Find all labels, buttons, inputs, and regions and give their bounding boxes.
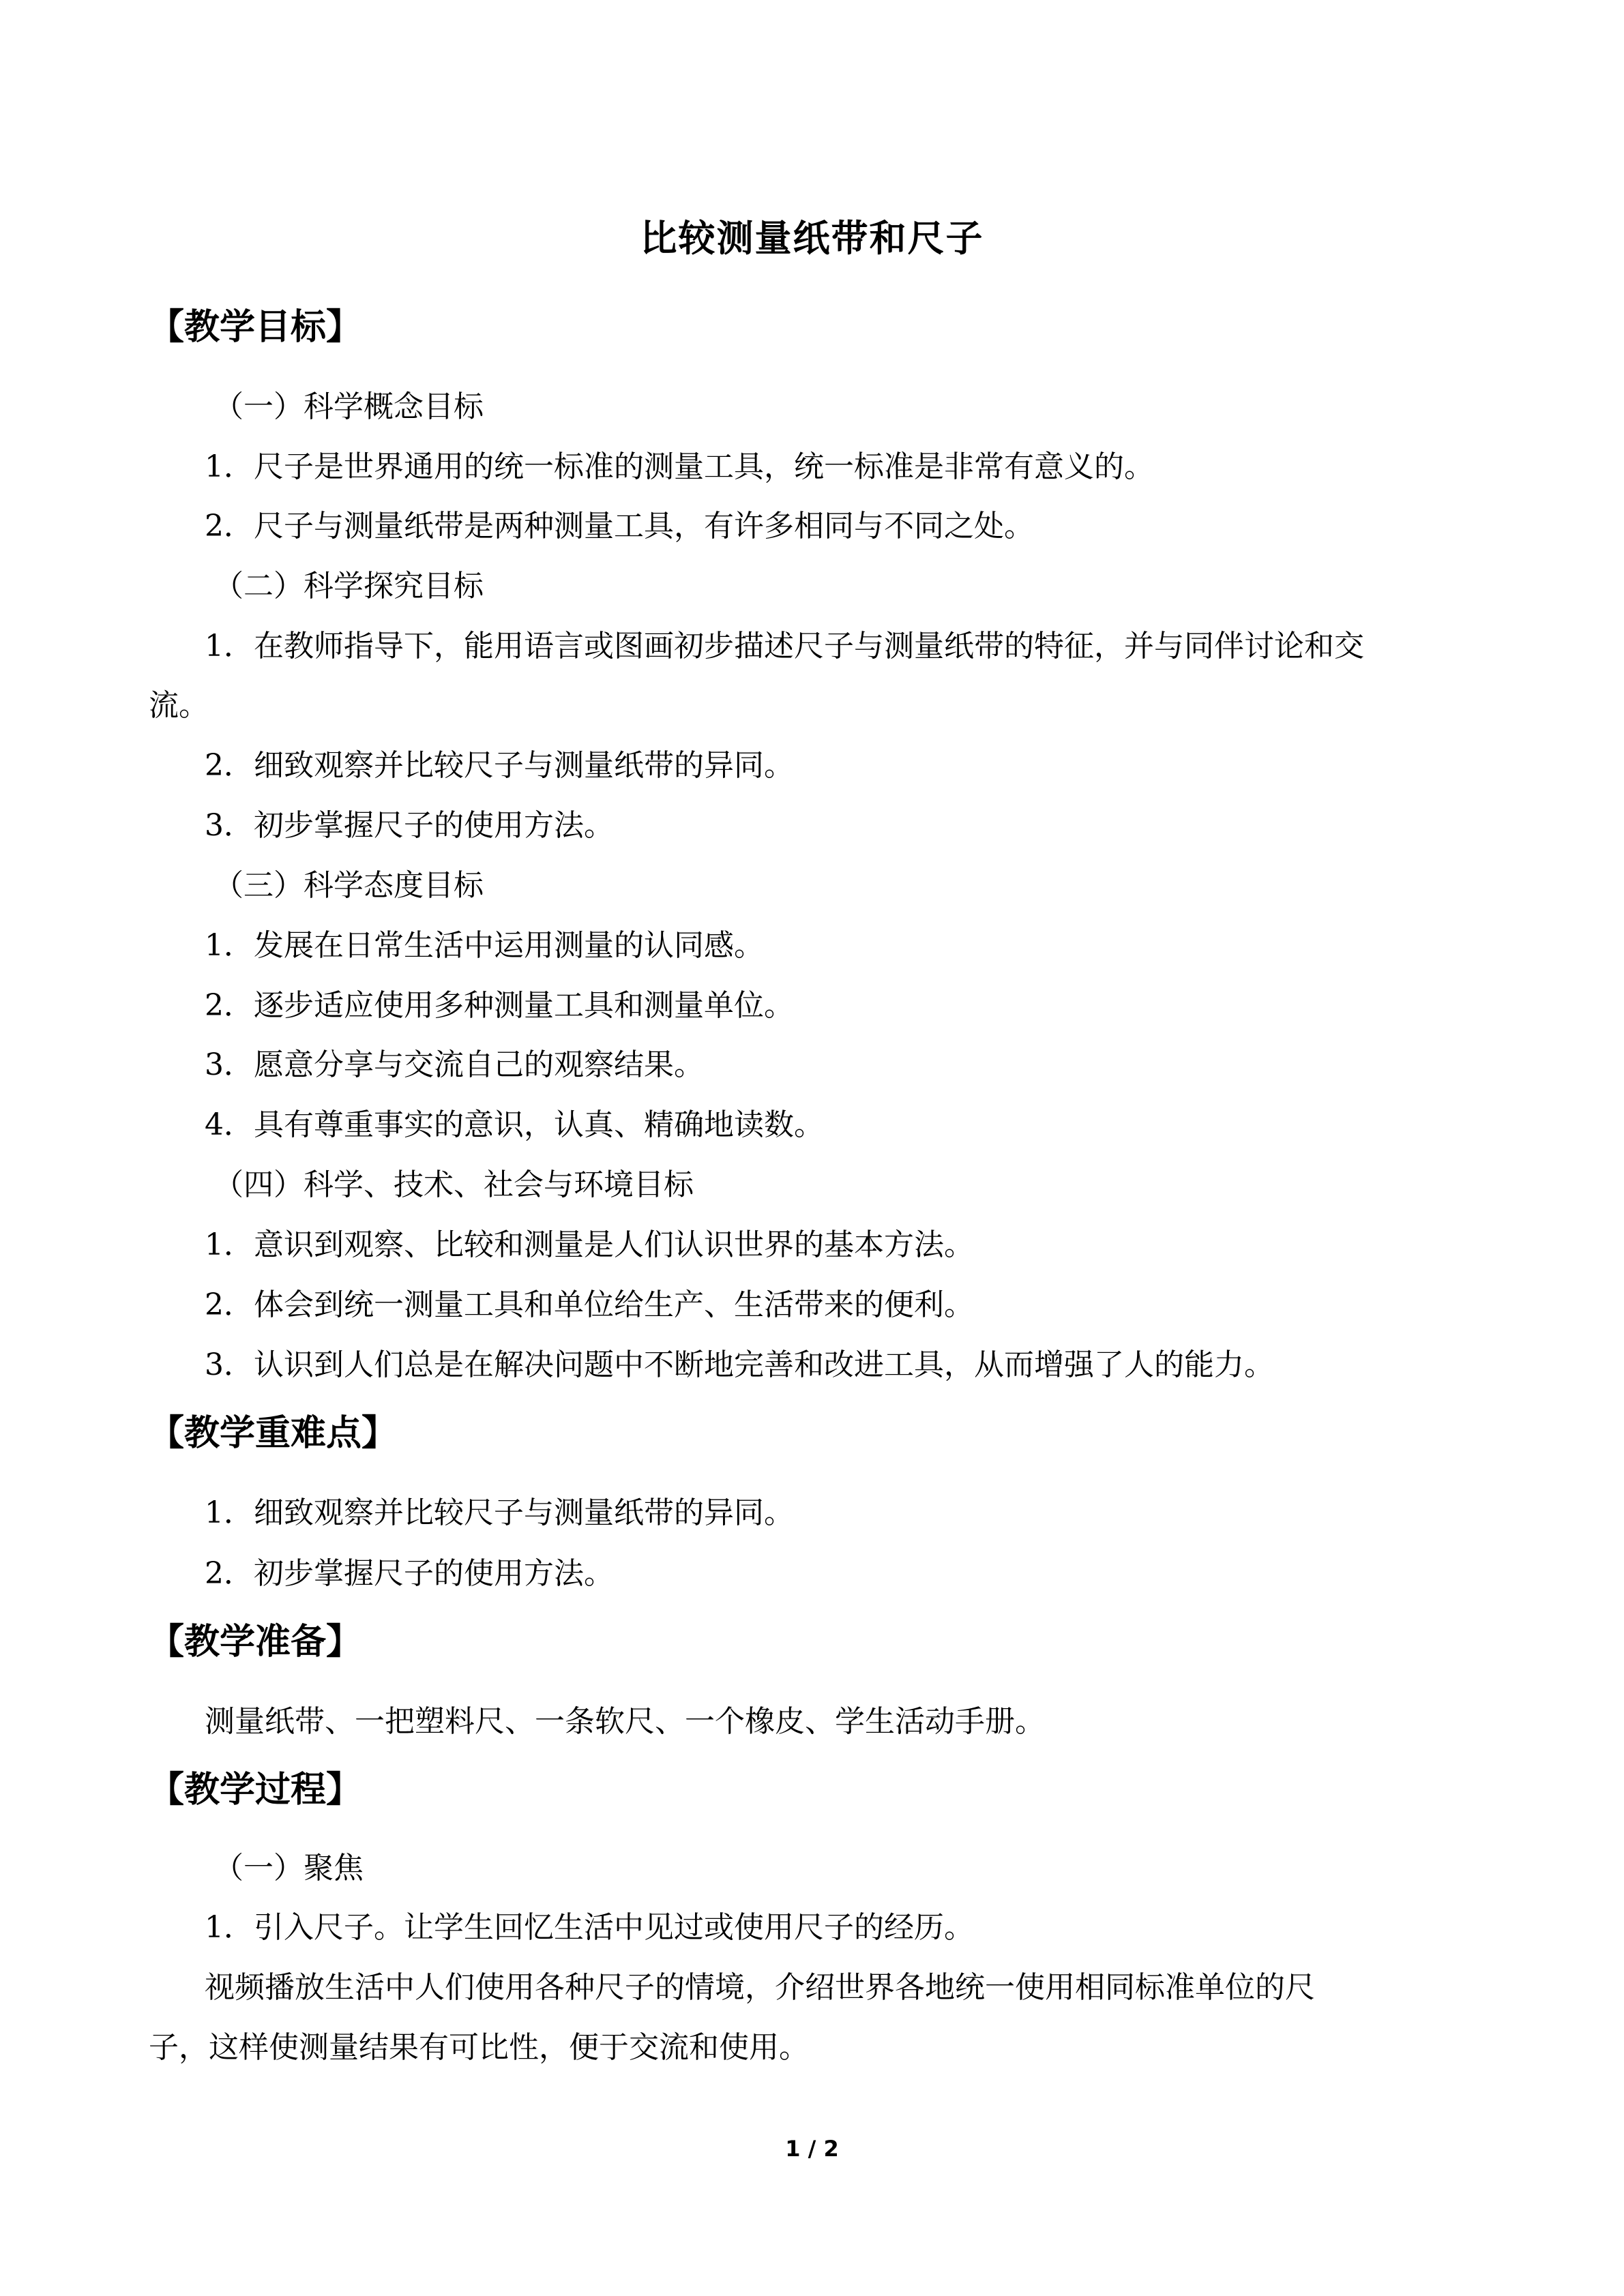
list-item-continuation: 流。 xyxy=(149,688,209,723)
subsection-title-focus: （一）聚焦 xyxy=(213,1851,364,1885)
list-item: 2．逐步适应使用多种测量工具和测量单位。 xyxy=(205,988,794,1023)
list-item: 2．初步掌握尺子的使用方法。 xyxy=(205,1556,614,1591)
section-heading-process: 【教学过程】 xyxy=(149,1770,362,1810)
list-item: 1．发展在日常生活中运用测量的认同感。 xyxy=(205,928,764,963)
paragraph-line: 子，这样使测量结果有可比性，便于交流和使用。 xyxy=(149,2030,809,2065)
section-heading-preparation: 【教学准备】 xyxy=(149,1622,362,1663)
list-item: 3．愿意分享与交流自己的观察结果。 xyxy=(205,1047,704,1082)
materials-text: 测量纸带、一把塑料尺、一条软尺、一个橡皮、学生活动手册。 xyxy=(205,1704,1045,1739)
subsection-title-stse: （四）科学、技术、社会与环境目标 xyxy=(213,1167,694,1202)
list-item: 1．细致观察并比较尺子与测量纸带的异同。 xyxy=(205,1495,794,1530)
paragraph-line: 视频播放生活中人们使用各种尺子的情境，介绍世界各地统一使用相同标准单位的尺 xyxy=(205,1970,1315,2005)
subsection-title-inquiry: （二）科学探究目标 xyxy=(213,569,484,603)
section-heading-key-points: 【教学重难点】 xyxy=(149,1413,398,1454)
list-item: 1．尺子是世界通用的统一标准的测量工具，统一标准是非常有意义的。 xyxy=(205,449,1154,484)
section-heading-goals: 【教学目标】 xyxy=(149,307,362,348)
list-item: 3．初步掌握尺子的使用方法。 xyxy=(205,808,614,843)
list-item: 3．认识到人们总是在解决问题中不断地完善和改进工具，从而增强了人的能力。 xyxy=(205,1347,1274,1382)
list-item: 2．体会到统一测量工具和单位给生产、生活带来的便利。 xyxy=(205,1287,974,1322)
list-item: 2．细致观察并比较尺子与测量纸带的异同。 xyxy=(205,748,794,783)
page-number: 1 / 2 xyxy=(785,2136,839,2162)
list-item: 1．在教师指导下，能用语言或图画初步描述尺子与测量纸带的特征，并与同伴讨论和交 xyxy=(205,629,1364,664)
subsection-title-concept: （一）科学概念目标 xyxy=(213,389,484,424)
list-item: 2．尺子与测量纸带是两种测量工具，有许多相同与不同之处。 xyxy=(205,509,1034,543)
list-item: 1．意识到观察、比较和测量是人们认识世界的基本方法。 xyxy=(205,1227,974,1262)
list-item: 1．引入尺子。让学生回忆生活中见过或使用尺子的经历。 xyxy=(205,1910,974,1945)
page-title: 比较测量纸带和尺子 xyxy=(640,217,984,260)
list-item: 4．具有尊重事实的意识，认真、精确地读数。 xyxy=(205,1107,824,1142)
subsection-title-attitude: （三）科学态度目标 xyxy=(213,868,484,903)
